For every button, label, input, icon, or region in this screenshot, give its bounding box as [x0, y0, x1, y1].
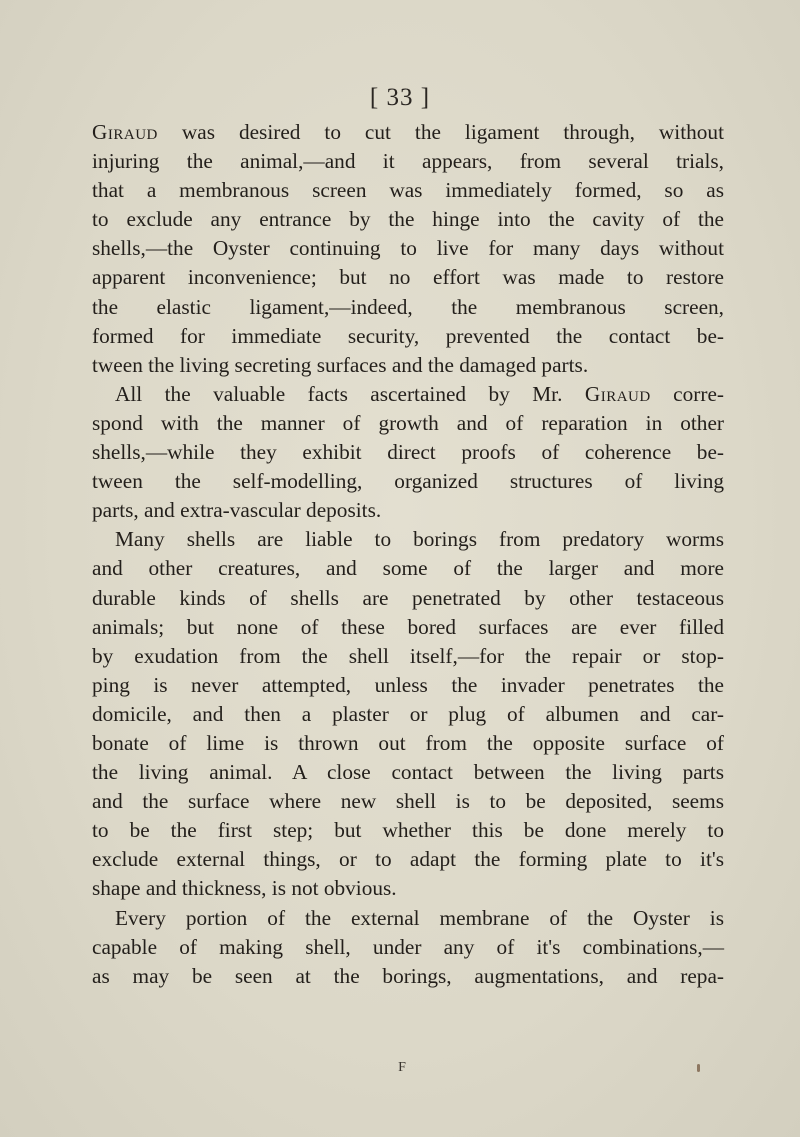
text-line: tween the living secreting surfaces and the damaged parts. — [92, 352, 589, 377]
text-line: shells,—while they exhibit direct proofs of coherence be- — [92, 440, 724, 465]
text-line: apparent inconvenience; but no effort was made to restore — [92, 265, 724, 290]
text-line: by exudation from the shell itself,—for the repair or stop- — [92, 643, 724, 668]
text-line: durable kinds of shells are penetrated by other testaceous — [92, 585, 724, 610]
text-line: All the valuable facts ascertained by Mr. Giraud corre- — [115, 381, 724, 406]
text-line: and the surface where new shell is to be deposited, seems — [92, 789, 724, 814]
text-line: injuring the animal,—and it appears, from several trials, — [92, 149, 724, 174]
text-line: that a membranous screen was immediately formed, so as — [92, 178, 724, 203]
text-line: Every portion of the external membrane of the Oyster is — [115, 905, 724, 930]
text-line: exclude external things, or to adapt the forming plate to it's — [92, 847, 724, 872]
text-line: Giraud was desired to cut the ligament through, without — [92, 120, 724, 144]
page-number: [ 33 ] — [369, 84, 431, 111]
text-line: the living animal. A close contact between the living parts — [92, 760, 724, 785]
text-line: bonate of lime is thrown out from the opposite surface of — [92, 730, 724, 755]
text-line: to exclude any entrance by the hinge into the cavity of the — [92, 207, 724, 232]
paragraph-1 — [92, 118, 724, 380]
text-line: the elastic ligament,—indeed, the membranous screen, — [92, 294, 724, 319]
text-line: domicile, and then a plaster or plug of albumen and car- — [92, 701, 724, 726]
ink-speck — [697, 1064, 700, 1072]
text-line: Many shells are liable to borings from predatory worms — [115, 527, 724, 552]
text-line: tween the self-modelling, organized structures of living — [92, 469, 724, 494]
text-line: and other creatures, and some of the larger and more — [92, 556, 724, 581]
text-line: as may be seen at the borings, augmentations, and repa- — [92, 963, 724, 988]
signature-mark: F — [398, 1060, 406, 1075]
paragraph-3 — [92, 525, 724, 903]
text-line: animals; but none of these bored surfaces are ever filled — [92, 614, 724, 639]
paragraph-4 — [92, 904, 724, 991]
text-line: shape and thickness, is not obvious. — [92, 876, 397, 901]
text-line: parts, and extra-vascular deposits. — [92, 498, 382, 523]
text-line: formed for immediate security, prevented the contact be- — [92, 323, 724, 348]
text-line: shells,—the Oyster continuing to live for many days without — [92, 236, 724, 261]
paragraph-2 — [92, 380, 724, 525]
text-line: ping is never attempted, unless the invader penetrates the — [92, 672, 724, 697]
name-giraud: Giraud — [584, 381, 651, 406]
text-line: to be the first step; but whether this be done merely to — [92, 818, 724, 843]
text-line: spond with the manner of growth and of reparation in other — [92, 410, 724, 435]
body-text — [92, 118, 724, 991]
text-line: capable of making shell, under any of it's combinations,— — [92, 934, 724, 959]
name-giraud: Giraud — [92, 120, 158, 144]
